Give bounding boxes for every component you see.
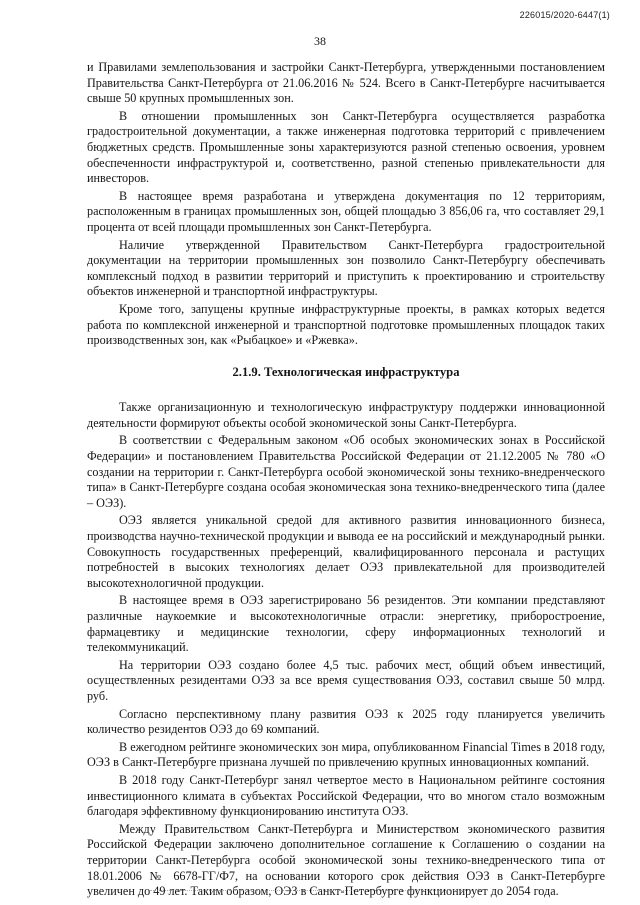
- paragraph: В отношении промышленных зон Санкт-Петербурга осуществляется разработка градостроительной документации, а также инженерная подготовка территорий с привлечением бюджетных средств. Промышленные зоны характеризуются разной степенью освоения, уровнем обеспеченности инфраструктурой и, соответственно, разной степенью привлекательности для инвесторов.: [87, 108, 605, 186]
- paragraph: Наличие утвержденной Правительством Санкт-Петербурга градостроительной документации на территории промышленных зон позволило Санкт-Петербургу обеспечивать комплексный подход в развитии территорий и приступить к проектированию и строительству объектов инженерной и транспортной инфраструктуры.: [87, 237, 605, 299]
- scan-footer-artifact: [150, 890, 480, 891]
- document-body: [87, 60, 605, 902]
- paragraph: На территории ОЭЗ создано более 4,5 тыс. рабочих мест, общий объем инвестиций, осуществленных резидентами ОЭЗ за все время существования ОЭЗ, составил свыше 50 млрд. руб.: [87, 657, 605, 703]
- paragraph: В соответствии с Федеральным законом «Об особых экономических зонах в Российской Федерации» и постановлением Правительства Российской Федерации от 21.12.2005 № 780 «О создании на территории г. Санкт-Петербурга особой экономической зоны технико-внедренческого типа» в Санкт-Петербурге создана особая экономическая зона технико-внедренческого типа (далее – ОЭЗ).: [87, 433, 605, 510]
- paragraph: и Правилами землепользования и застройки Санкт-Петербурга, утвержденными постановлением Правительства Санкт-Петербурга от 21.06.2016 № 524. Всего в Санкт-Петербурге насчитывается свыше 50 крупных промышленных зон.: [87, 60, 605, 106]
- page-number: 38: [314, 34, 326, 48]
- paragraph: В настоящее время разработана и утверждена документация по 12 территориям, расположенным в границах промышленных зон, общей площадью 3 856,06 га, что составляет 29,1 процента от всей площади промышленных зон Санкт-Петербурга.: [87, 188, 605, 234]
- paragraph: Кроме того, запущены крупные инфраструктурные проекты, в рамках которых ведется работа по комплексной инженерной и транспортной подготовке промышленных площадок таких производственных зон, как «Рыбацкое» и «Ржевка».: [87, 301, 605, 348]
- paragraph: Согласно перспективному плану развития ОЭЗ к 2025 году планируется увеличить количество резидентов ОЭЗ до 69 компаний.: [87, 706, 605, 737]
- paragraph: Между Правительством Санкт-Петербурга и Министерством экономического развития Российской Федерации заключено дополнительное соглашение к Соглашению о создании на территории Санкт-Петербурга особой экономической зоны технико-внедренческого типа от 18.01.2006 № 6678-ГГ/Ф7, на основании которого срок действия ОЭЗ в Санкт-Петербурге увеличен до 49 лет. Таким образом, ОЭЗ в Санкт-Петербурге функционирует до 2054 года.: [87, 821, 605, 899]
- section-heading: 2.1.9. Технологическая инфраструктура: [232, 364, 460, 379]
- document-number: 226015/2020-6447(1): [519, 10, 610, 20]
- paragraph: В ежегодном рейтинге экономических зон мира, опубликованном Financial Times в 2018 году, ОЭЗ в Санкт-Петербурге признана лучшей по привлечению крупных инновационных компаний.: [87, 739, 605, 770]
- paragraph: ОЭЗ является уникальной средой для активного развития инновационного бизнеса, производства научно-технической продукции и вывода ее на российский и международный рынки. Совокупность государственных преференций, квалифицированного персонала и растущих потребностей в высоких технологиях делает ОЭЗ привлекательной для производителей высокотехнологичной продукции.: [87, 513, 605, 590]
- paragraph: В настоящее время в ОЭЗ зарегистрировано 56 резидентов. Эти компании представляют различные наукоемкие и высокотехнологичные отрасли: энергетику, приборостроение, фармацевтику и медицинские технологии, сферу информационных технологий и телекоммуникаций.: [87, 593, 605, 655]
- paragraph: Также организационную и технологическую инфраструктуру поддержки инновационной деятельности формируют объекты особой экономической зоны Санкт-Петербурга.: [87, 400, 605, 430]
- paragraph: В 2018 году Санкт-Петербург занял четвертое место в Национальном рейтинге состояния инвестиционного климата в субъектах Российской Федерации, что во многом стало возможным благодаря эффективному функционированию института ОЭЗ.: [87, 772, 605, 819]
